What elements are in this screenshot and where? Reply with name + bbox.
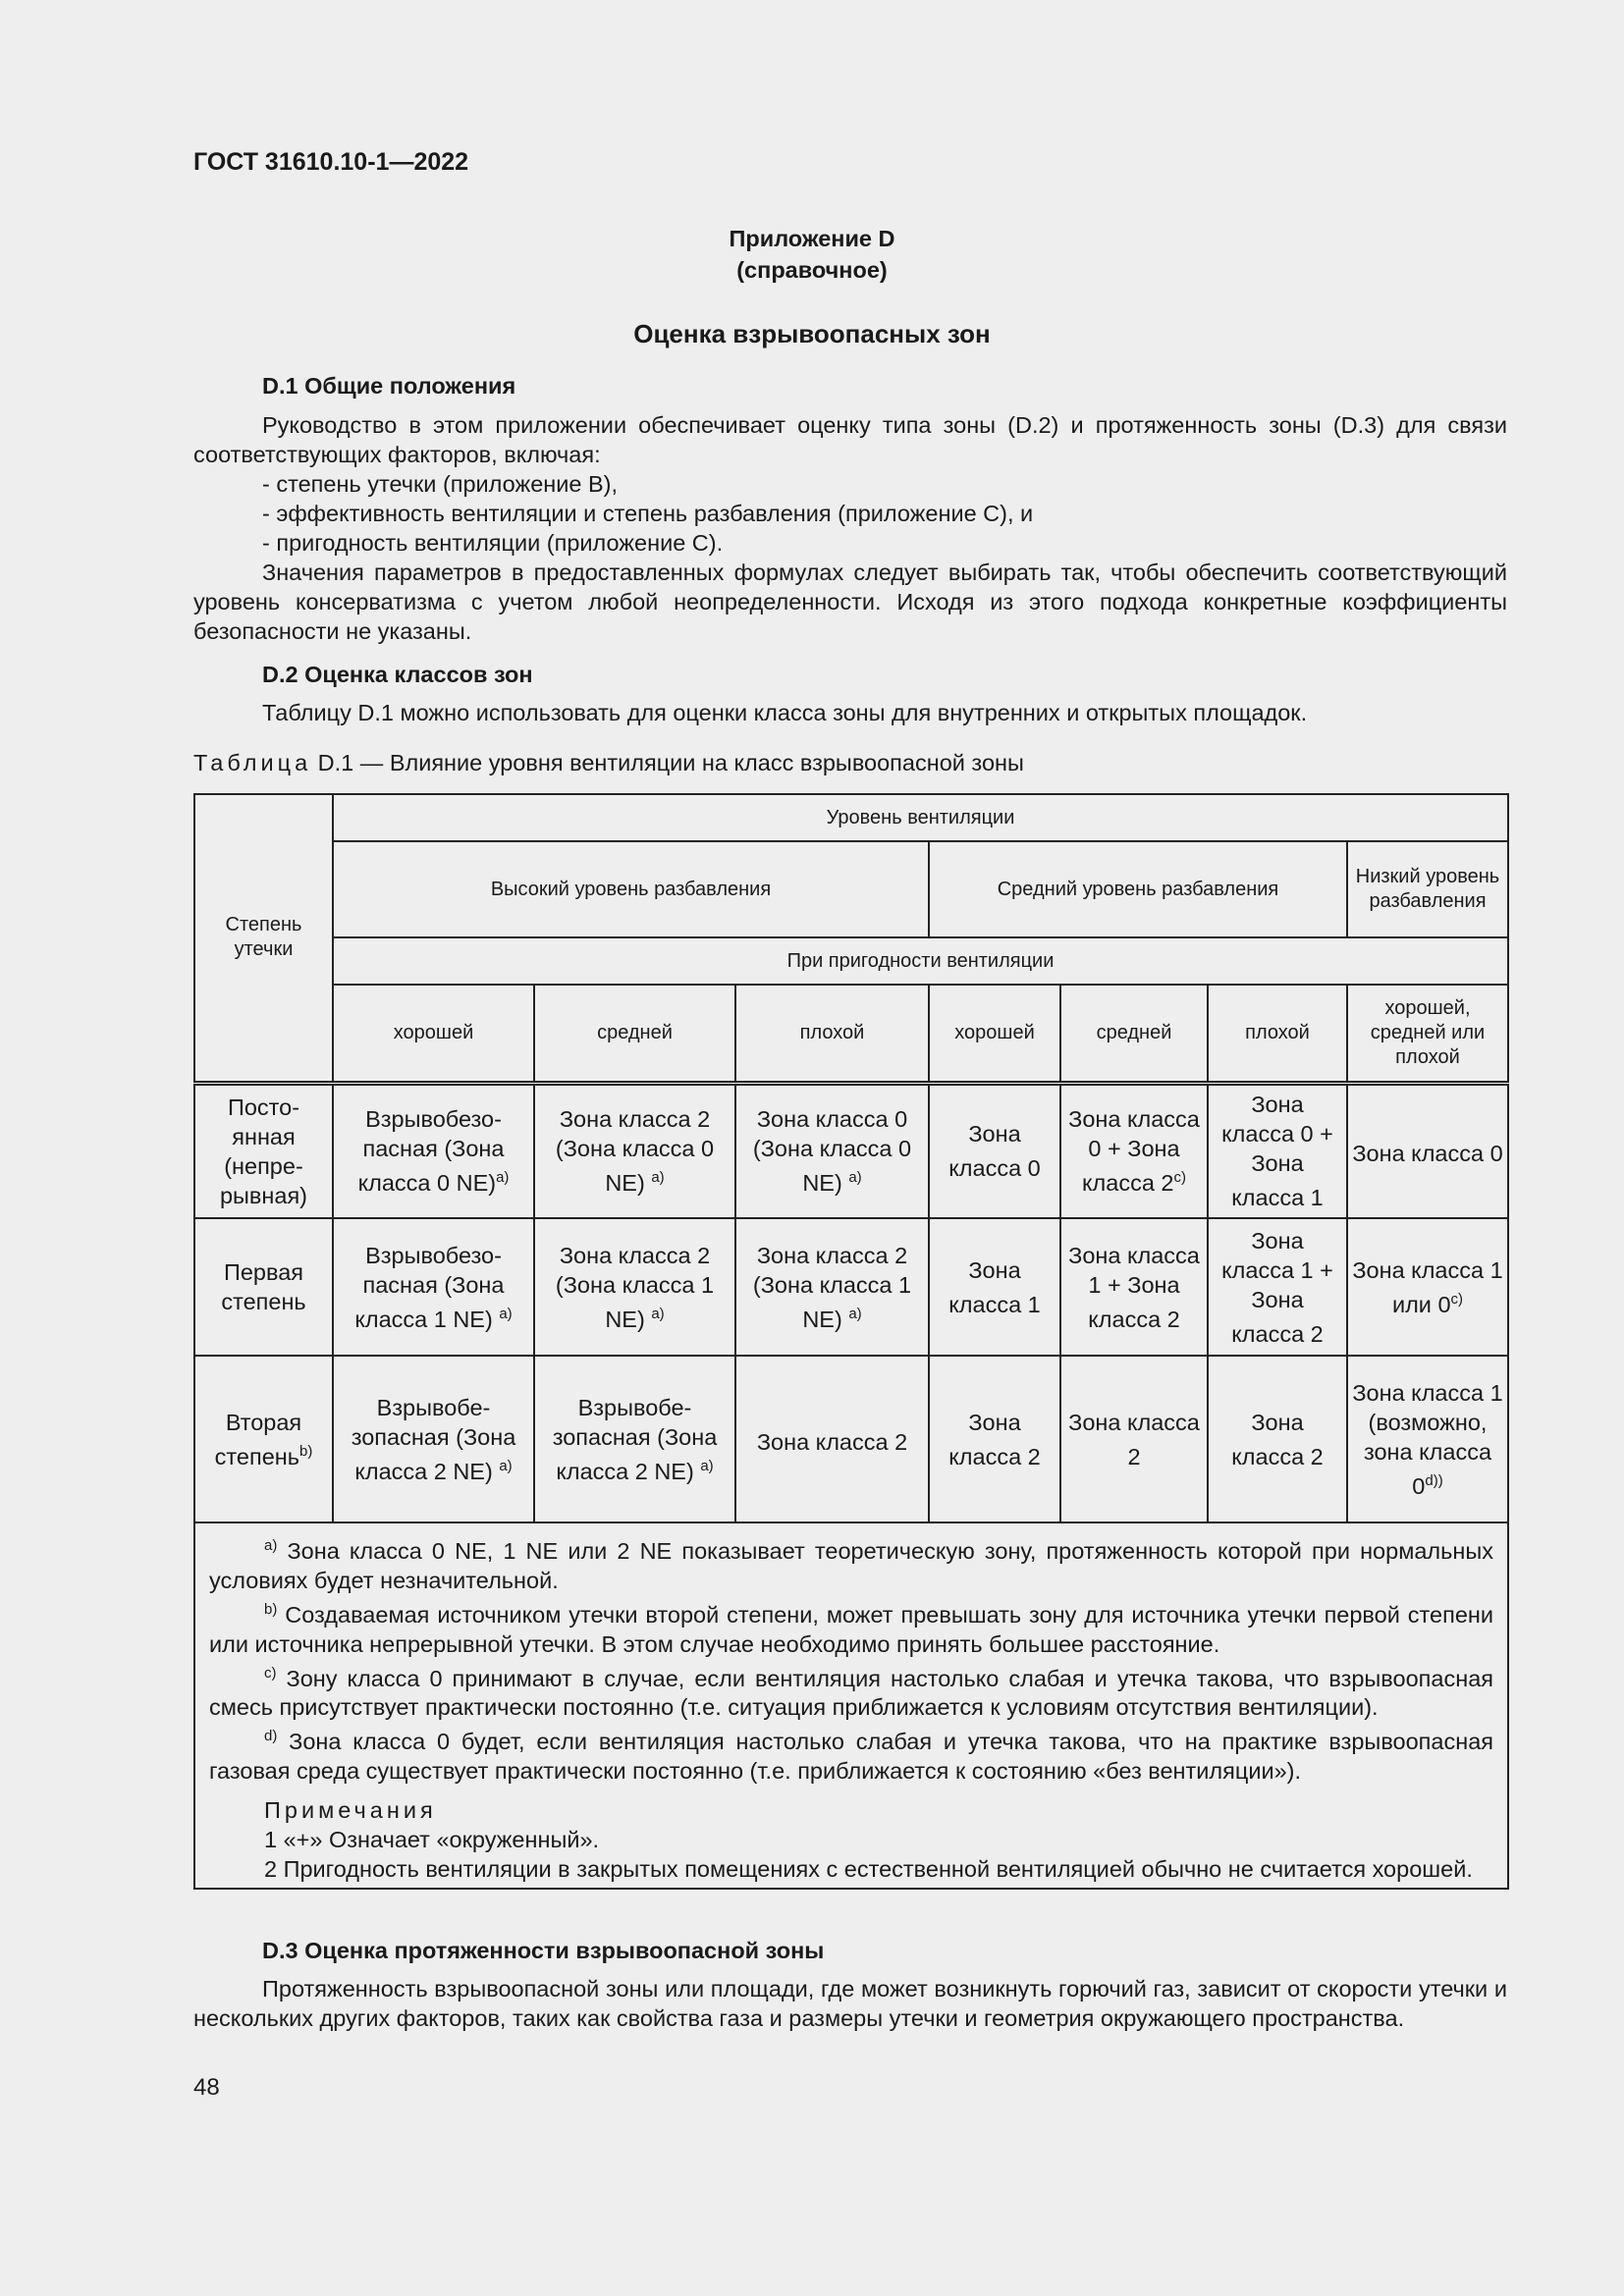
zone-cell [735,1083,929,1218]
zone-cell [735,1218,929,1356]
header-availability-any: хорошей, средней или плохой [1347,985,1508,1083]
footnote [209,1531,1493,1595]
zone-cell-text: Зона класса 2 [1231,1409,1324,1469]
header-release-grade: Степень утечки [194,794,333,1083]
section-d3-heading: D.3 Оценка протяженности взрывоопасной зоны [262,1938,825,1963]
section-d2-heading: D.2 Оценка классов зон [262,662,533,687]
zone-cell-text: Взрывобе-зопасная (Зона класса 2 NE) [552,1394,718,1484]
header-ventilation-availability: При пригодности вентиляции [333,937,1508,985]
zone-cell [1208,1356,1347,1522]
zone-cell-text: Зона класса 1 + Зона класса 2 [1068,1242,1200,1332]
footnote-text: Создаваемая источником утечки второй степени, может превышать зону для источника утечки первой степени или источника непрерывной утечки. В этом случае необходимо принять большее расстояние. [209,1601,1493,1657]
footnote [209,1722,1493,1786]
zone-cell [1347,1083,1508,1218]
zone-cell-text: Зона класса 0 + Зона класса 1 [1221,1092,1333,1211]
zone-cell-text: Зона класса 2 (Зона класса 0 NE) [555,1106,715,1197]
footnote-marker: d) [264,1728,278,1745]
zone-cell-text: Зона класса 1 [948,1256,1041,1317]
d1-list-item: - степень утечки (приложение В), [262,471,618,497]
zone-cell [1347,1356,1508,1522]
footnote-ref: a) [499,1457,513,1474]
header-availability-fair: средней [534,985,735,1083]
footnote-text: Зона класса 0 NE, 1 NE или 2 NE показывает теоретическую зону, протяженность которой при нормальных условиях будет незначительной. [209,1537,1493,1593]
zone-cell-text: Зона класса 0 [1352,1141,1503,1167]
header-low-dilution: Низкий уровень разбавления [1347,841,1508,937]
document-header: ГОСТ 31610.10-1—2022 [193,148,469,176]
zone-cell-text: Зона класса 2 (Зона класса 1 NE) [752,1242,912,1332]
header-availability-fair: средней [1060,985,1208,1083]
zone-cell-text: Зона класса 2 (Зона класса 1 NE) [555,1242,715,1332]
zone-cell [929,1356,1060,1522]
zone-cell-text: Взрывобе-зопасная (Зона класса 2 NE) [351,1394,516,1484]
header-medium-dilution: Средний уровень разбавления [929,841,1347,937]
zone-cell-text: Зона класса 2 [1068,1409,1200,1469]
zone-cell [929,1218,1060,1356]
zone-cell [333,1218,534,1356]
table-caption [193,750,1024,776]
d1-intro: Руководство в этом приложении обеспечивает оценку типа зоны (D.2) и протяженность зоны (D.3) для связи соответствующих факторов, включая: [193,412,1507,467]
header-availability-good: хорошей [929,985,1060,1083]
zone-cell [333,1083,534,1218]
zone-cell-text: Зона класса 0 [948,1121,1041,1182]
footnote-ref: d)) [1425,1471,1443,1489]
header-availability-poor: плохой [1208,985,1347,1083]
table-caption-label: Таблица [193,750,312,775]
footnote-ref: a) [848,1169,862,1187]
zone-cell-text: Зона класса 1 + Зона класса 2 [1221,1227,1333,1347]
zone-cell [1060,1218,1208,1356]
zone-cell [534,1356,735,1522]
zone-cell [1347,1218,1508,1356]
zone-cell [929,1083,1060,1218]
zone-class-table [193,793,1509,1890]
table-caption-text: D.1 — Влияние уровня вентиляции на класс взрывоопасной зоны [311,750,1024,775]
page-number: 48 [193,2074,220,2101]
d1-paragraph: Значения параметров в предоставленных формулах следует выбирать так, чтобы обеспечить соответствующий уровень консерватизма с учетом любой неопределенности. Исходя из этого подхода конкретные коэффициенты безопасности не указаны. [193,560,1507,644]
footnote-marker: c) [264,1664,277,1682]
zone-cell [534,1218,735,1356]
zone-cell-text: Зона класса 0 + Зона класса 2 [1068,1106,1200,1197]
footnote-ref: a) [496,1169,510,1187]
zone-cell-text: Зона класса 2 [948,1409,1041,1469]
d2-paragraph: Таблицу D.1 можно использовать для оценки класса зоны для внутренних и открытых площадок. [262,700,1308,725]
d1-list-item: - эффективность вентиляции и степень разбавления (приложение С), и [262,501,1034,526]
footnote-marker: b) [264,1600,278,1618]
zone-cell-text: Зона класса 2 [756,1428,908,1455]
zone-cell-text: Взрывобезо-пасная (Зона класса 1 NE) [354,1242,505,1332]
zone-cell-text: Зона класса 0 (Зона класса 0 NE) [752,1106,912,1197]
zone-cell [1208,1218,1347,1356]
footnote [209,1659,1493,1723]
zone-cell [333,1356,534,1522]
header-high-dilution: Высокий уровень разбавления [333,841,929,937]
note-item: 2 Пригодность вентиляции в закрытых помещениях с естественной вентиляцией обычно не считается хорошей. [264,1856,1473,1883]
row-grade-secondary [194,1356,333,1522]
main-title: Оценка взрывоопасных зон [633,319,991,348]
zone-cell-text: Зона класса 1 (возможно, зона класса 0 [1352,1379,1503,1499]
footnote-text: Зона класса 0 будет, если вентиляция настолько слабая и утечка такова, что на практике взрывоопасная газовая среда существует практически постоянно (т.е. приближается к состоянию «без вентиляции»). [209,1729,1493,1785]
zone-cell [1060,1356,1208,1522]
zone-cell [1208,1083,1347,1218]
zone-cell [534,1083,735,1218]
footnote-marker: a) [264,1537,278,1554]
zone-cell-text: Взрывобезо-пасная (Зона класса 0 NE) [357,1106,505,1197]
notes-title: Примечания [264,1797,437,1824]
zone-cell [735,1356,929,1522]
header-availability-poor: плохой [735,985,929,1083]
d1-list-item: - пригодность вентиляции (приложение С). [262,530,724,556]
section-d1-heading: D.1 Общие положения [262,373,516,399]
footnote-ref: c) [1450,1290,1464,1308]
appendix-title: Приложение D [729,226,895,251]
row-grade-primary: Первая степень [194,1218,333,1356]
footnote [209,1595,1493,1659]
footnote-ref: a) [651,1169,665,1187]
zone-cell-text: Зона класса 1 или 0 [1352,1256,1503,1317]
footnote-ref: a) [848,1305,862,1322]
footnote-ref: b) [299,1442,313,1460]
footnote-ref: c) [1173,1169,1186,1187]
row-grade-text: Вторая степень [214,1409,302,1469]
table-footnotes-cell [194,1522,1508,1889]
note-item: 1 «+» Означает «окруженный». [264,1827,600,1853]
zone-cell [1060,1083,1208,1218]
header-availability-good: хорошей [333,985,534,1083]
footnote-text: Зону класса 0 принимают в случае, если вентиляция настолько слабая и утечка такова, что взрывоопасная смесь присутствует практически постоянно (т.е. ситуация приближается к условиям отсутствия вентиляции). [209,1665,1493,1721]
row-grade-continuous: Посто-янная (непре-рывная) [194,1083,333,1218]
appendix-kind: (справочное) [736,257,888,283]
d3-paragraph: Протяженность взрывоопасной зоны или площади, где может возникнуть горючий газ, зависит от скорости утечки и нескольких других факторов, таких как свойства газа и размеры утечки и геометрия окружающего пространства. [193,1976,1507,2031]
footnote-ref: a) [700,1457,714,1474]
footnote-ref: a) [651,1305,665,1322]
header-ventilation-level: Уровень вентиляции [333,794,1508,841]
footnote-ref: a) [499,1305,513,1322]
